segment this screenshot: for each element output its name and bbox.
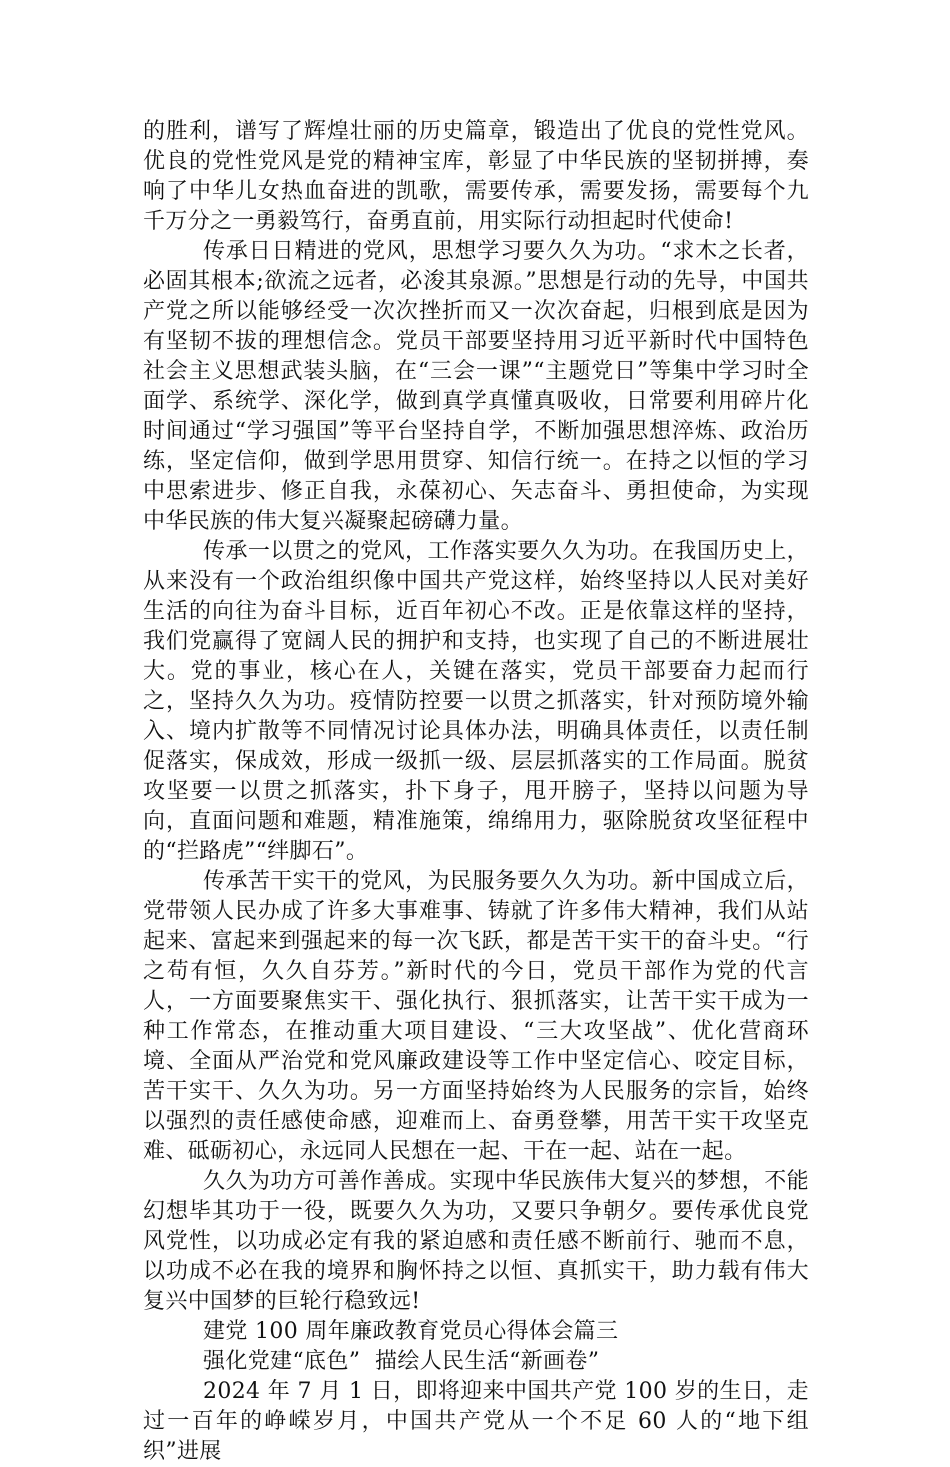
document-page — [143, 117, 809, 1467]
paragraph-conclusion: 久久为功方可善作善成。实现中华民族伟大复兴的梦想，不能幻想毕其功于一役，既要久久为功，又要只争朝夕。要传承优良党风党性，以功成必定有我的紧迫感和责任感不断前行、驰而不息，以功成不必在我的境界和胸怀持之以恒、真抓实干，助力载有伟大复兴中国梦的巨轮行稳致远! — [143, 1169, 809, 1314]
section-subtitle: 强化党建“底色” 描绘人民生活“新画卷” — [203, 1349, 600, 1374]
paragraph-continuation: 的胜利，谱写了辉煌壮丽的历史篇章，锻造出了优良的党性党风。优良的党性党风是党的精神宝库，彰显了中华民族的坚韧拼搏，奏响了中华儿女热血奋进的凯歌，需要传承，需要发扬，需要每个九千万分之一勇毅笃行，奋勇直前，用实际行动担起时代使命! — [143, 119, 809, 234]
paragraph-service: 传承苦干实干的党风，为民服务要久久为功。新中国成立后，党带领人民办成了许多大事难事、铸就了许多伟大精神，我们从站起来、富起来到强起来的每一次飞跃，都是苦干实干的奋斗史。“行之苟有恒，久久自芬芳。”新时代的今日，党员干部作为党的代言人，一方面要聚焦实干、强化执行、狠抓落实，让苦干实干成为一种工作常态，在推动重大项目建设、“三大攻坚战”、优化营商环境、全面从严治党和党风廉政建设等工作中坚定信心、咬定目标，苦干实干、久久为功。另一方面坚持始终为人民服务的宗旨，始终以强烈的责任感使命感，迎难而上、奋勇登攀，用苦干实干攻坚克难、砥砺初心，永远同人民想在一起、干在一起、站在一起。 — [143, 869, 809, 1164]
section-title: 建党 100 周年廉政教育党员心得体会篇三 — [203, 1319, 619, 1344]
paragraph-work: 传承一以贯之的党风，工作落实要久久为功。在我国历史上，从来没有一个政治组织像中国共产党这样，始终坚持以人民对美好生活的向往为奋斗目标，近百年初心不改。正是依靠这样的坚持，我们党赢得了宽阔人民的拥护和支持，也实现了自己的不断进展壮大。党的事业，核心在人，关键在落实，党员干部要奋力起而行之，坚持久久为功。疫情防控要一以贯之抓落实，针对预防境外输入、境内扩散等不同情况讨论具体办法，明确具体责任，以责任制促落实，保成效，形成一级抓一级、层层抓落实的工作局面。脱贫攻坚要一以贯之抓落实，扑下身子，甩开膀子，坚持以问题为导向，直面问题和难题，精准施策，绵绵用力，驱除脱贫攻坚征程中的“拦路虎”“绊脚石”。 — [143, 539, 809, 864]
paragraph-study: 传承日日精进的党风，思想学习要久久为功。“求木之长者，必固其根本;欲流之远者，必浚其泉源。”思想是行动的先导，中国共产党之所以能够经受一次次挫折而又一次次奋起，归根到底是因为有坚韧不拔的理想信念。党员干部要坚持用习近平新时代中国特色社会主义思想武装头脑，在“三会一课”“主题党日”等集中学习时全面学、系统学、深化学，做到真学真懂真吸收，日常要利用碎片化时间通过“学习强国”等平台坚持自学，不断加强思想淬炼、政治历练，坚定信仰，做到学思用贯穿、知信行统一。在持之以恒的学习中思索进步、修正自我，永葆初心、矢志奋斗、勇担使命，为实现中华民族的伟大复兴凝聚起磅礴力量。 — [143, 239, 809, 534]
paragraph-closing: 2024 年 7 月 1 日，即将迎来中国共产党 100 岁的生日，走过一百年的峥嵘岁月，中国共产党从一个不足 60 人的“地下组织”进展 — [143, 1379, 809, 1464]
